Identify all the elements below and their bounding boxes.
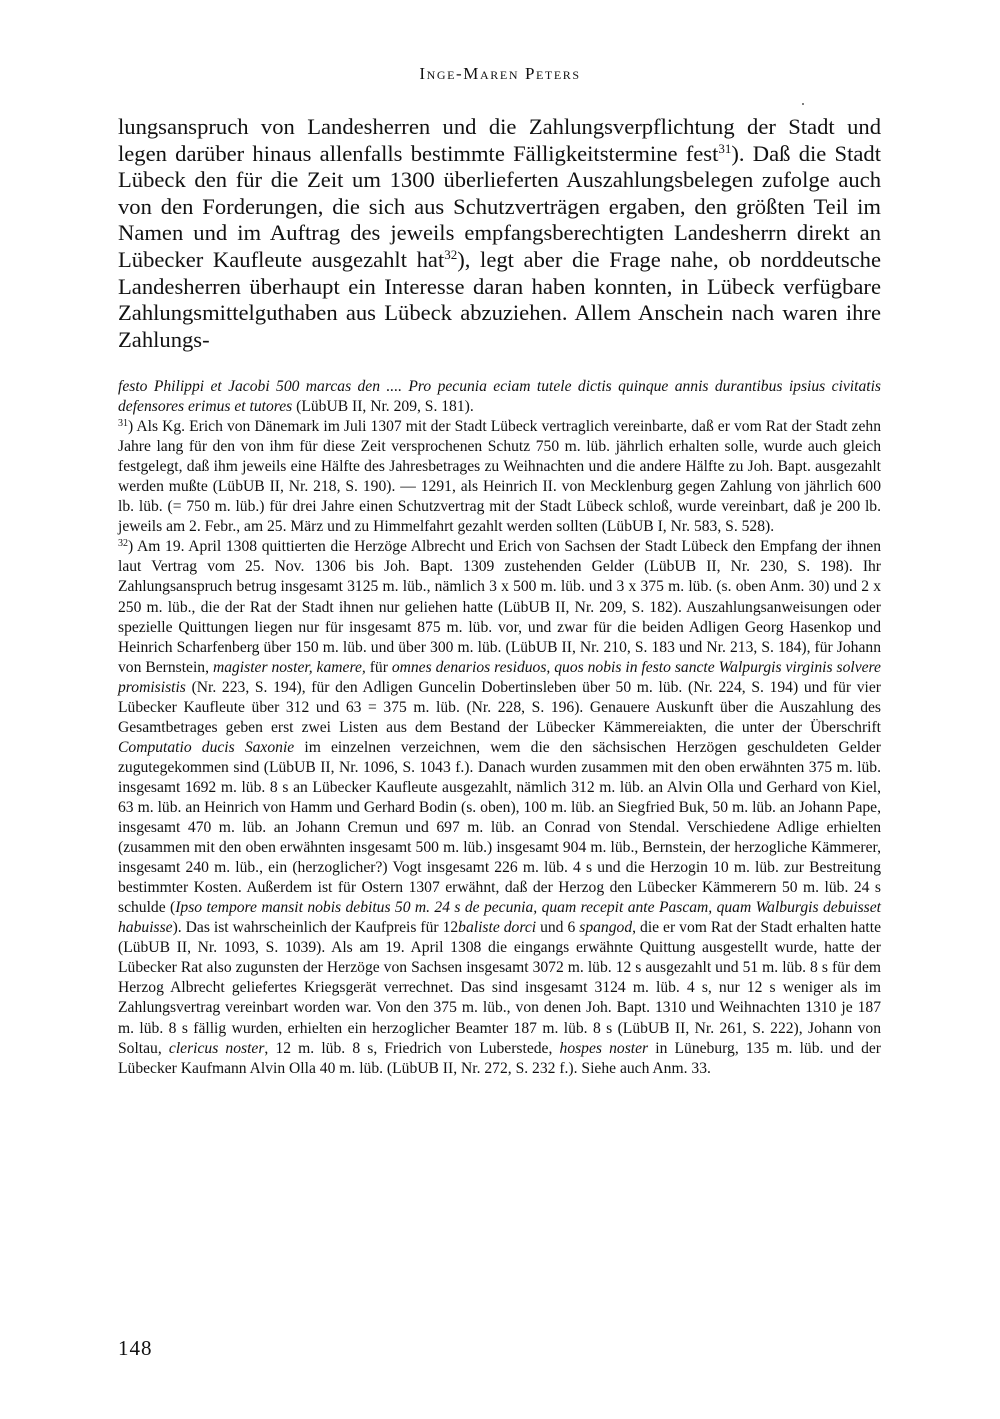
main-text-part-1: lungsanspruch von Landesherren und die Zahlungsverpflichtung der Stadt und legen darüber hinaus allenfalls bestimmte Fälligkeitstermine fest <box>118 114 881 166</box>
main-text <box>118 114 881 353</box>
main-paragraph <box>118 114 881 353</box>
running-head: Inge-Maren Peters <box>419 64 581 83</box>
footnote-32-text-9: in Lüneburg, 135 m. lüb. und der Lübecker Kaufmann Alvin Olla 40 m. lüb. (LübUB II, Nr. 272, S. 232 f.). Siehe auch Anm. 33. <box>118 1039 881 1077</box>
footnotes <box>118 377 881 1079</box>
footnote-32-text-3: (Nr. 223, S. 194), für den Adligen Guncelin Dobertinsleben über 50 m. lüb. (Nr. 224, S. 194) und für vier Lübecker Kaufleute über 312 und 63 = 375 m. lüb. (Nr. 228, S. 196). Genauere Auskunft über die Auszahlung des Gesamtbetrages geben erst zwei Listen aus dem Bestand der Lübecker Kämmereiakten, die unter der Überschrift <box>118 678 881 736</box>
footnote-32-text-7: , die er vom Rat der Stadt erhalten hatte (LübUB II, Nr. 1093, S. 1039). Als am 19. April 1308 die eingangs erwähnte Quittung ausgestellt wurde, hatte der Lübecker Rat also zugunsten der Herzöge von Sachsen insgesamt 3072 m. lüb. 12 s ausgezahlt und 51 m. lüb. 8 s für dem Herzog Albrecht geliefertes Kriegsgerät verrechnet. Das sind insgesamt 3124 m. lüb. 4 s, nur 12 s weniger als im Zahlungsvertrag vereinbart worden war. Von den 375 m. lüb., von denen Joh. Bapt. 1310 und Weihnachten 1310 je 187 m. lüb. 8 s fällig wurden, erhielten ein herzoglicher Beamter 187 m. lüb. 8 s (LübUB II, Nr. 261, S. 222), Johann von Soltau, <box>118 919 881 1057</box>
footnote-32-text-8: , 12 m. lüb. 8 s, Friedrich von Luberstede, <box>264 1039 560 1057</box>
footnote-ref-32[interactable]: 32 <box>444 246 458 262</box>
footnote-number-32: 32 <box>118 538 128 550</box>
page-number: 148 <box>118 1336 153 1360</box>
footnote-32-text-6: und 6 <box>536 919 580 937</box>
footnote-32-text-1: ) Am 19. April 1308 quittierten die Herzöge Albrecht und Erich von Sachsen der Stadt Lübeck den Empfang der ihnen laut Vertrag vom 25. Nov. 1306 bis Joh. Bapt. 1309 zustehenden Gelder (LübUB II, Nr. 230, S. 198). Ihr Zahlungsanspruch betrug insgesamt 3125 m. lüb., nämlich 3 x 500 m. lüb. und 3 x 375 m. lüb. (s. oben Anm. 30) und 2 x 250 m. lüb., die der Rat der Stadt ihnen nur geliehen hatte (LübUB II, Nr. 209, S. 182). Auszahlungsanweisungen oder spezielle Quittungen liegen nur für insgesamt 875 m. lüb. vor, und zwar für die beiden Adligen Georg Hasenkop und Heinrich Scharfenberg über 150 m. lüb. und über 300 m. lüb. (LübUB II, Nr. 210, S. 183 und Nr. 213, S. 184), für Johann von Bernstein, <box>118 538 881 676</box>
footnote-31 <box>118 417 881 537</box>
latin-phrase-8: hospes noster <box>559 1039 649 1057</box>
footnote-continuation <box>118 377 881 417</box>
citation: (LübUB II, Nr. 209, S. 181). <box>292 398 474 416</box>
footnote-32-text-5: ). Das ist wahrscheinlich der Kaufpreis für 12 <box>172 919 459 937</box>
footnote-number-31: 31 <box>118 418 128 430</box>
latin-phrase-7: clericus noster <box>168 1039 265 1057</box>
speck-mark <box>802 103 804 105</box>
latin-phrase-3: Computatio ducis Saxonie <box>118 738 295 756</box>
latin-phrase-1: magister noster, kamere, <box>212 658 366 676</box>
latin-quote: festo Philippi et Jacobi 500 marcas den .... Pro pecunia eciam tutele dictis quinque annis durantibus ipsius civitatis defensores erimus et tutores <box>118 378 881 416</box>
main-text-part-3: ), legt aber die Frage nahe, ob norddeutsche Landesherren überhaupt ein Interesse daran haben konnten, in Lübeck verfügbare Zahlungsmittelguthaben aus Lübeck abzuziehen. Allem Anschein nach waren ihre Zahlungs- <box>118 246 881 352</box>
footnote-32 <box>118 537 881 1078</box>
footnote-32-text-2: für <box>365 658 392 676</box>
main-text-part-2: ). Daß die Stadt Lübeck den für die Zeit um 1300 überlieferten Auszahlungsbelegen zufolge auch von den Forderungen, die sich aus Schutzverträgen ergaben, den größten Teil im Namen und im Auftrag des jeweils empfangsberechtigten Landesherrn direkt an Lübecker Kaufleute ausgezahlt hat <box>118 140 881 272</box>
latin-phrase-6: spangod <box>579 919 633 937</box>
latin-phrase-2: omnes denarios residuos, quos nobis in festo sancte Walpurgis virginis solvere promisistis <box>118 658 881 696</box>
latin-phrase-4: Ipso tempore mansit nobis debitus 50 m. 24 s de pecunia, quam recepit ante Pascam, quam Walburgis debuisset habuisse <box>118 899 881 937</box>
footnote-ref-31[interactable]: 31 <box>718 140 732 156</box>
footnote-31-text: ) Als Kg. Erich von Dänemark im Juli 1307 mit der Stadt Lübeck vertraglich vereinbarte, daß er vom Rat der Stadt zehn Jahre lang für den von ihm für diese Zeit versprochenen Schutz 750 m. lüb. jährlich erhalten solle, wurde auch gleich festgelegt, daß ihm jeweils eine Hälfte des Jahresbetrages zu Weihnachten und die andere Hälfte zu Joh. Bapt. ausgezahlt werden mußte (LübUB II, Nr. 218, S. 190). — 1291, als Heinrich II. von Mecklenburg gegen Zahlung von jährlich 600 lb. lüb. (= 750 m. lüb.) für drei Jahre einen Schutzvertrag mit der Stadt Lübeck schloß, wurde vereinbart, daß je 200 lb. jeweils am 2. Febr., am 25. März und zu Himmelfahrt gezahlt werden sollten (LübUB I, Nr. 583, S. 528). <box>118 418 881 536</box>
footnote-32-text-4: im einzelnen verzeichnen, wem die den sächsischen Herzögen geschuldeten Gelder zugutegekommen sind (LübUB II, Nr. 1096, S. 1043 f.). Danach wurden zusammen mit den oben erwähnten 375 m. lüb. insgesamt 1692 m. lüb. 8 s an Lübecker Kaufleute ausgezahlt, nämlich 312 m. lüb. an Alvin Olla und Gerhard von Kiel, 63 m. lüb. an Heinrich von Hamm und Gerhard Bodin (s. oben), 100 m. lüb. an Siegfried Buk, 50 m. lüb. an Johann Pape, insgesamt 470 m. lüb. an Johann Cremun und 697 m. lüb. an Conrad von Stendal. Verschiedene Adlige erhielten (zusammen mit den oben erwähnten insgesamt 500 m. lüb.) insgesamt 904 m. lüb., Bernstein, der herzogliche Kämmerer, insgesamt 240 m. lüb., ein (herzoglicher?) Vogt insgesamt 226 m. lüb. 4 s und die Herzogin 10 m. lüb. zur Bestreitung bestimmter Kosten. Außerdem ist für Ostern 1307 erwähnt, daß der Herzog den Lübecker Kämmerern 50 m. lüb. 24 s schulde ( <box>118 738 881 917</box>
latin-phrase-5: baliste dorci <box>458 919 537 937</box>
